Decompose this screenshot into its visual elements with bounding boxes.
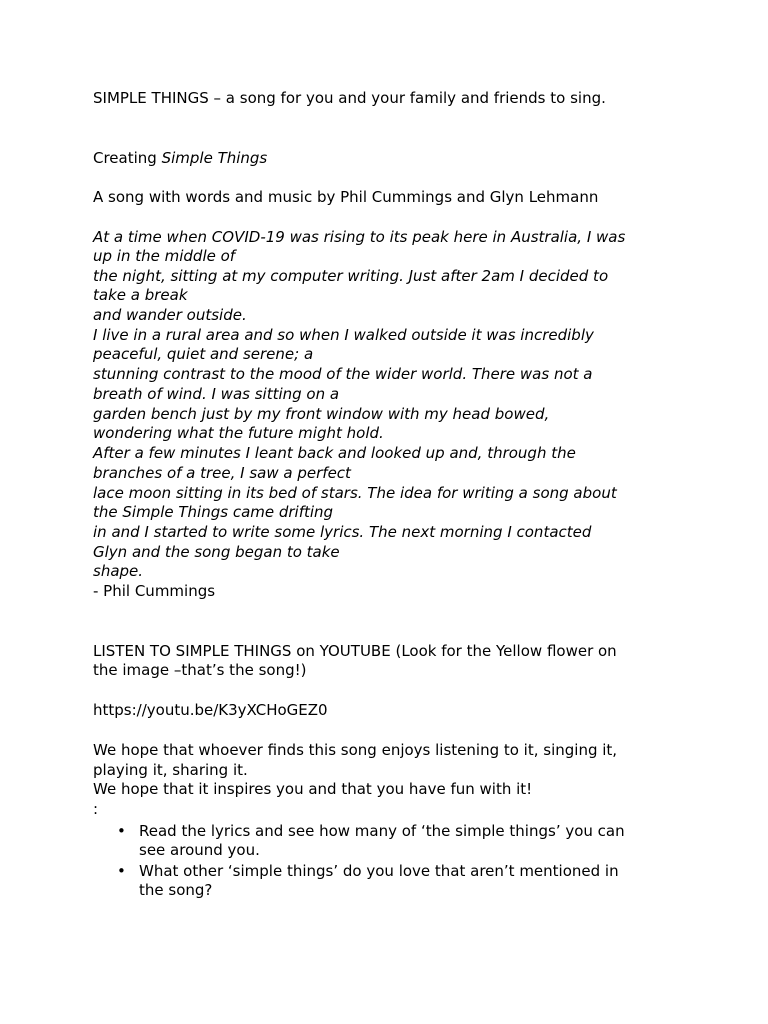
story-line: Glyn and the song began to take	[93, 543, 340, 561]
story-line: I live in a rural area and so when I walked outside it was incredibly	[93, 326, 594, 344]
story-line: lace moon sitting in its bed of stars. The idea for writing a song about	[93, 484, 617, 502]
story-line: wondering what the future might hold.	[93, 424, 384, 442]
story-line: the Simple Things came drifting	[93, 503, 334, 521]
story-line: After a few minutes I leant back and looked up and, through the	[93, 444, 576, 462]
bullet-item-line: Read the lyrics and see how many of ‘the simple things’ you can	[139, 822, 625, 840]
credits-line: A song with words and music by Phil Cummings and Glyn Lehmann	[93, 188, 599, 206]
bullet-marker: •	[117, 822, 126, 840]
story-line: and wander outside.	[93, 306, 247, 324]
story-line: At a time when COVID-19 was rising to its peak here in Australia, I was	[93, 228, 626, 246]
section-heading-creating	[93, 148, 267, 168]
story-signature: - Phil Cummings	[93, 582, 216, 600]
story-line: take a break	[93, 286, 188, 304]
heading-prefix: Creating	[93, 149, 162, 167]
story-line: breath of wind. I was sitting on a	[93, 385, 340, 403]
youtube-link[interactable]: https://youtu.be/K3yXCHoGEZ0	[93, 701, 328, 719]
story-line: stunning contrast to the mood of the wider world. There was not a	[93, 365, 593, 383]
bullet-item-line: What other ‘simple things’ do you love that aren’t mentioned in	[139, 862, 619, 880]
bullet-marker: •	[117, 862, 126, 880]
story-line: garden bench just by my front window with my head bowed,	[93, 405, 550, 423]
story-line: peaceful, quiet and serene; a	[93, 345, 314, 363]
listen-heading-continued: the image –that’s the song!)	[93, 661, 307, 679]
hope-line: We hope that whoever finds this song enjoys listening to it, singing it,	[93, 741, 618, 759]
listen-heading: LISTEN TO SIMPLE THINGS on YOUTUBE (Look for the Yellow flower on	[93, 642, 617, 660]
story-line: up in the middle of	[93, 247, 236, 265]
bullet-item-line: the song?	[139, 881, 213, 899]
document-title: SIMPLE THINGS – a song for you and your family and friends to sing.	[93, 89, 606, 107]
story-line: shape.	[93, 562, 144, 580]
heading-song-title: Simple Things	[161, 149, 268, 167]
hope-line: We hope that it inspires you and that you have fun with it!	[93, 780, 533, 798]
story-line: the night, sitting at my computer writing. Just after 2am I decided to	[93, 267, 609, 285]
colon-line: :	[93, 800, 99, 818]
story-line: branches of a tree, I saw a perfect	[93, 464, 351, 482]
story-line: in and I started to write some lyrics. The next morning I contacted	[93, 523, 592, 541]
hope-line: playing it, sharing it.	[93, 761, 248, 779]
bullet-item-line: see around you.	[139, 841, 260, 859]
